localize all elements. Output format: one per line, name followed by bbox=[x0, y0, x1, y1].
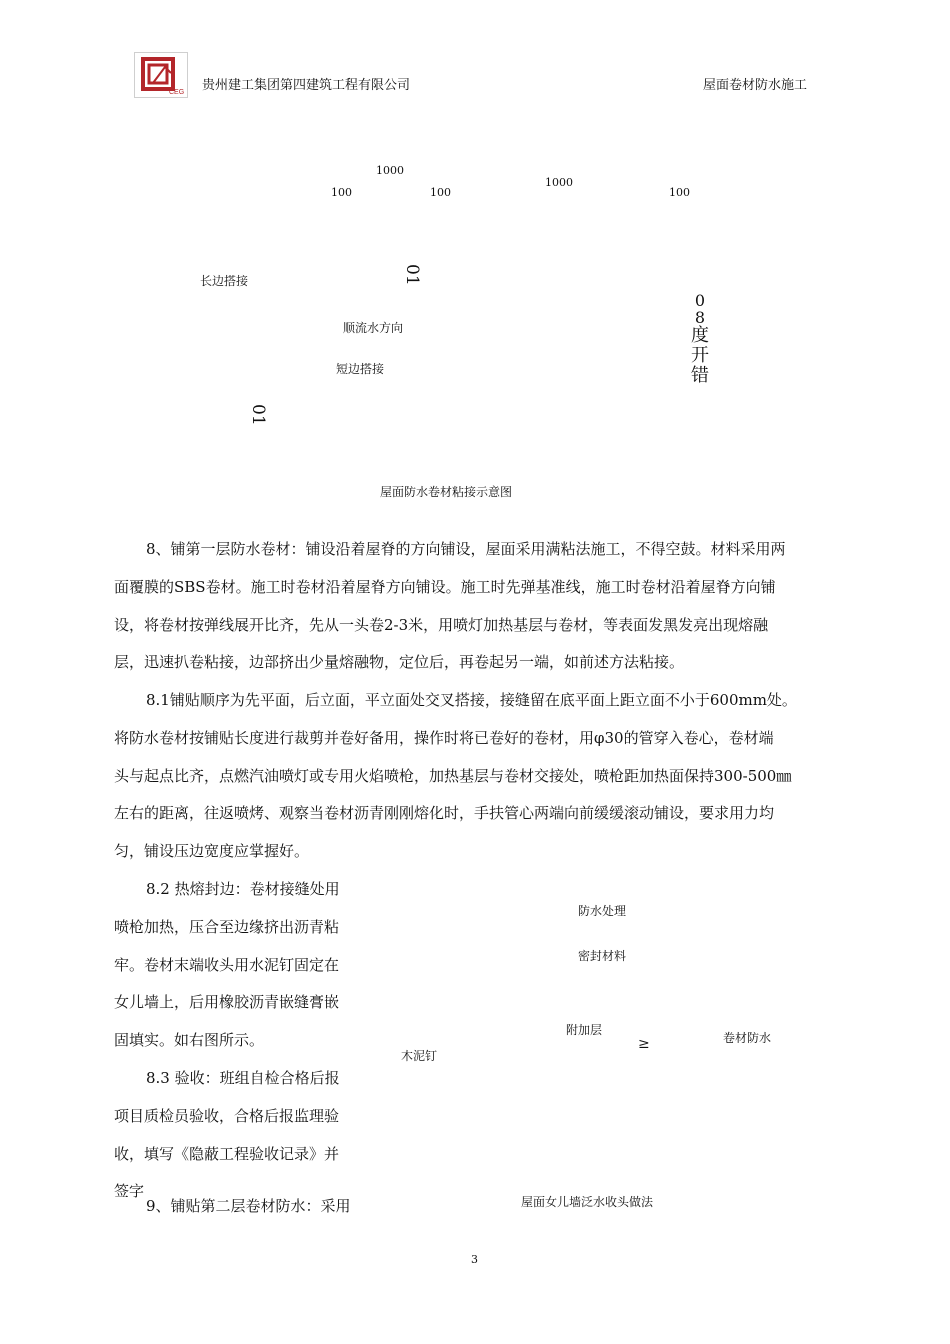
text-line: 喷枪加热，压合至边缘挤出沥青粘 bbox=[114, 917, 340, 936]
logo-text: CEG bbox=[169, 89, 185, 96]
text-line: 头与起点比齐，点燃汽油喷灯或专用火焰喷枪，加热基层与卷材交接处，喷枪距加热面保持300-500㎜ bbox=[114, 766, 792, 785]
overlap-mark: 01 bbox=[248, 404, 268, 426]
text-line: 8.2 热熔封边：卷材接缝处用 bbox=[146, 880, 340, 898]
paragraph-8-1 bbox=[114, 682, 844, 871]
stagger-label-vertical bbox=[690, 292, 710, 386]
company-name: 贵州建工集团第四建筑工程有限公司 bbox=[202, 78, 411, 93]
geq-symbol: ≥ bbox=[638, 1036, 650, 1052]
membrane-label: 卷材防水 bbox=[723, 1031, 772, 1045]
flow-direction-label: 顺流水方向 bbox=[343, 321, 404, 335]
text-line: 签字 bbox=[114, 1182, 145, 1201]
text-line: 将防水卷材按铺贴长度进行裁剪并卷好备用，操作时将已卷好的卷材，用φ30的管穿入卷心，卷材端 bbox=[114, 728, 774, 747]
dimension-label: 100 bbox=[430, 186, 451, 199]
text-line: 层，迅速扒卷粘接，边部挤出少量熔融物，定位后，再卷起另一端，如前述方法粘接。 bbox=[114, 653, 685, 672]
page-number: 3 bbox=[471, 1253, 478, 1266]
text-line: 女儿墙上，后用橡胶沥青嵌缝膏嵌 bbox=[114, 993, 340, 1012]
dimension-label: 100 bbox=[669, 186, 690, 199]
text-line: 固填实。如右图所示。 bbox=[114, 1031, 265, 1050]
vertical-char: 开 bbox=[691, 345, 709, 366]
text-line: 面覆膜的SBS卷材。施工时卷材沿着屋脊方向铺设。施工时先弹基准线，施工时卷材沿着屋脊方向铺 bbox=[114, 577, 776, 596]
vertical-char: 0 bbox=[694, 291, 706, 310]
text-line: 8.1铺贴顺序为先平面，后立面，平立面处交叉搭接，接缝留在底平面上距立面不小于600mm处。 bbox=[146, 691, 797, 709]
document-title: 屋面卷材防水施工 bbox=[703, 78, 808, 93]
figure-caption: 屋面防水卷材粘接示意图 bbox=[380, 485, 513, 499]
additional-layer-label: 附加层 bbox=[566, 1023, 603, 1037]
text-line: 左右的距离，往返喷烤、观察当卷材沥青刚刚熔化时，手扶管心两端向前缓缓滚动铺设，要求用力均 bbox=[114, 804, 775, 823]
ceg-logo-icon bbox=[135, 53, 187, 97]
paragraph-8 bbox=[114, 531, 844, 682]
text-line: 8.3 验收：班组自检合格后报 bbox=[146, 1069, 340, 1087]
text-line: 匀，铺设压边宽度应掌握好。 bbox=[114, 842, 310, 861]
waterproof-treatment-label: 防水处理 bbox=[578, 904, 627, 918]
company-logo bbox=[134, 52, 188, 98]
text-line: 8、铺第一层防水卷材：铺设沿着屋脊的方向铺设，屋面采用满粘法施工，不得空鼓。材料采用两 bbox=[146, 540, 786, 558]
text-line: 设，将卷材按弹线展开比齐，先从一头卷2-3米，用喷灯加热基层与卷材，等表面发黑发亮出现熔融 bbox=[114, 615, 769, 634]
text-line: 9、铺贴第二层卷材防水：采用 bbox=[146, 1197, 351, 1215]
text-line: 项目质检员验收，合格后报监理验 bbox=[114, 1106, 340, 1125]
dimension-label: 1000 bbox=[376, 164, 404, 177]
sealing-material-label: 密封材料 bbox=[578, 949, 627, 963]
vertical-char: 错 bbox=[691, 365, 709, 386]
long-edge-lap-label: 长边搭接 bbox=[200, 274, 249, 288]
dimension-label: 100 bbox=[331, 186, 352, 199]
dimension-label: 1000 bbox=[545, 176, 573, 189]
paragraph-8-2 bbox=[114, 871, 374, 1060]
vertical-char: 8 bbox=[694, 308, 706, 327]
nail-label: 木泥钉 bbox=[401, 1049, 438, 1063]
overlap-mark: 01 bbox=[402, 264, 422, 286]
paragraph-9 bbox=[114, 1188, 374, 1226]
vertical-char: 度 bbox=[691, 325, 709, 346]
short-edge-lap-label: 短边搭接 bbox=[336, 362, 385, 376]
text-line: 收，填写《隐蔽工程验收记录》并 bbox=[114, 1144, 340, 1163]
figure-caption: 屋面女儿墙泛水收头做法 bbox=[521, 1195, 654, 1209]
text-line: 牢。卷材末端收头用水泥钉固定在 bbox=[114, 955, 340, 974]
